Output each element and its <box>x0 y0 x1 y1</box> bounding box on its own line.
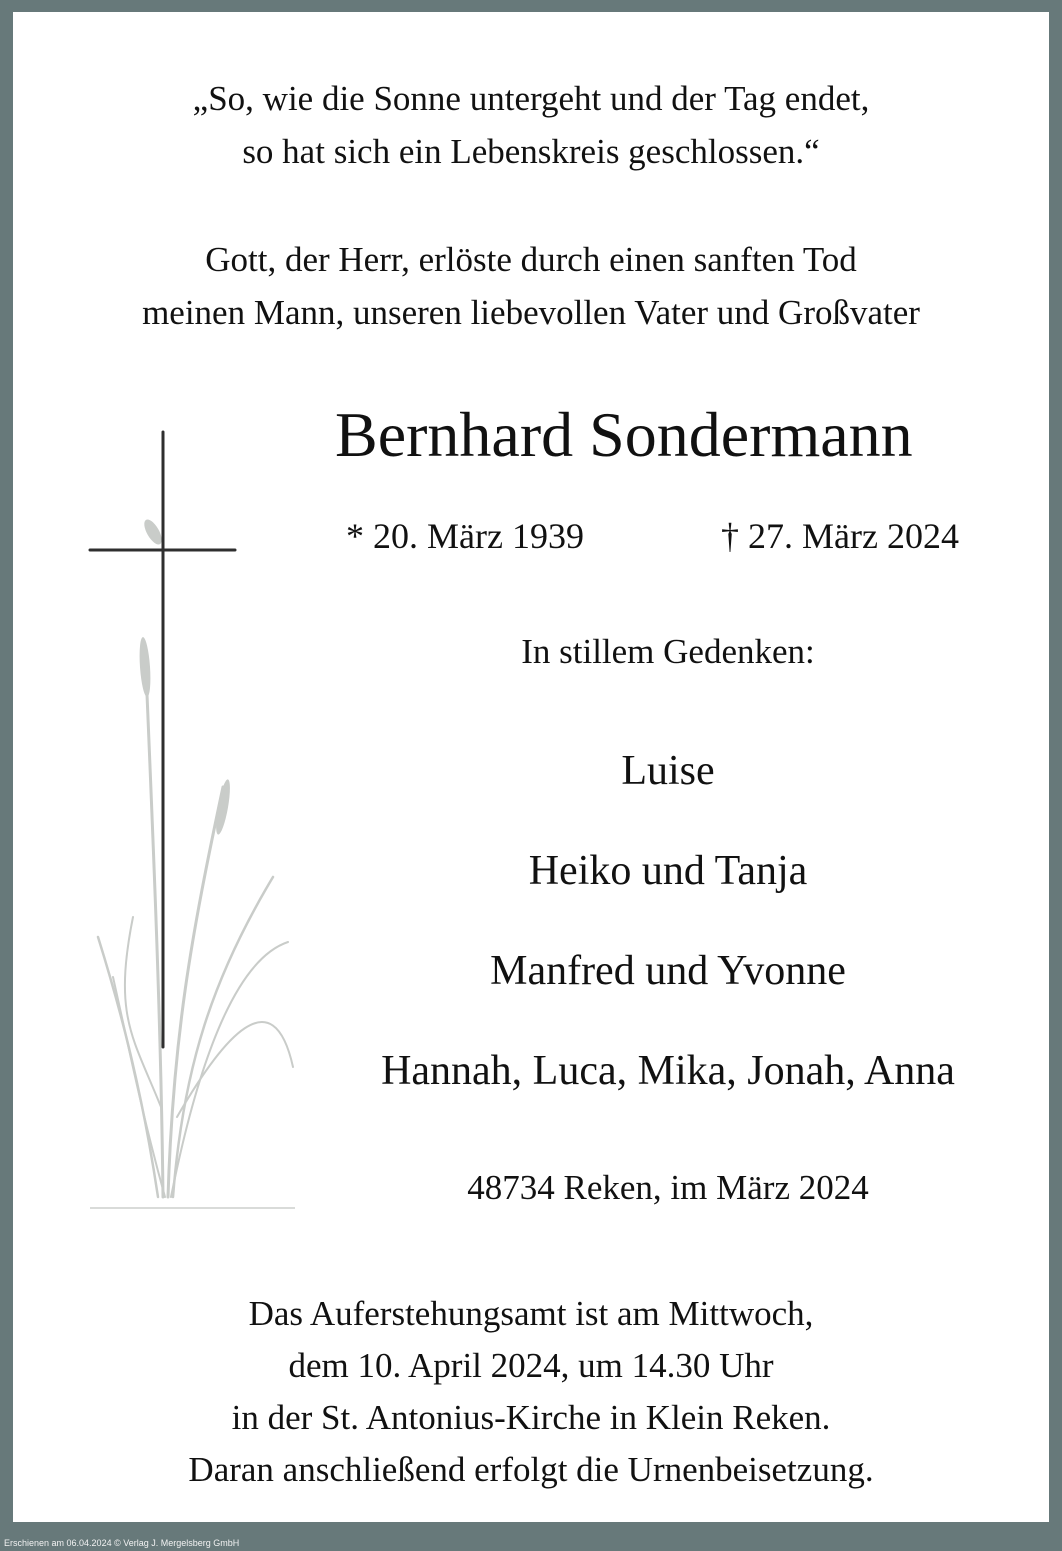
service-line: in der St. Antonius-Kirche in Klein Reken. <box>231 1398 831 1437</box>
announcement-intro <box>13 233 1049 339</box>
service-line: Das Auferstehungsamt ist am Mittwoch, <box>248 1294 814 1333</box>
mourner-line: Hannah, Luca, Mika, Jonah, Anna <box>381 1048 955 1094</box>
reed-head <box>138 637 152 698</box>
mourner-line: Luise <box>621 748 715 794</box>
service-line: dem 10. April 2024, um 14.30 Uhr <box>288 1346 774 1385</box>
funeral-service-info <box>13 1288 1049 1496</box>
service-line: Daran anschließend erfolgt die Urnenbeisetzung. <box>188 1450 874 1489</box>
publication-footer: Erschienen am 06.04.2024 © Verlag J. Mergelsberg GmbH <box>4 1538 240 1548</box>
obituary-card <box>13 12 1049 1522</box>
cross-with-reeds-illustration <box>73 417 303 1217</box>
birth-date: * 20. März 1939 <box>346 516 584 556</box>
reed-stem <box>168 787 223 1197</box>
intro-line: Gott, der Herr, erlöste durch einen sanften Tod <box>205 240 857 279</box>
quote-line: „So, wie die Sonne untergeht und der Tag endet, <box>192 79 870 118</box>
opening-quote <box>13 72 1049 178</box>
death-date: † 27. März 2024 <box>721 516 959 556</box>
memory-heading: In stillem Gedenken: <box>521 632 815 671</box>
reed-stem <box>98 937 158 1197</box>
reed-leaf <box>177 1022 293 1117</box>
reed-stem <box>173 877 273 1197</box>
mourner-line: Heiko und Tanja <box>528 848 808 894</box>
mourner-line: Manfred und Yvonne <box>490 948 846 994</box>
reed-leaf <box>171 942 288 1197</box>
deceased-name: Bernhard Sondermann <box>335 399 913 470</box>
reed-head <box>213 779 233 836</box>
reed-stem <box>145 647 163 1197</box>
place-and-date: 48734 Reken, im März 2024 <box>467 1168 869 1207</box>
quote-line: so hat sich ein Lebenskreis geschlossen.“ <box>242 132 820 171</box>
intro-line: meinen Mann, unseren liebevollen Vater und Großvater <box>142 293 920 332</box>
